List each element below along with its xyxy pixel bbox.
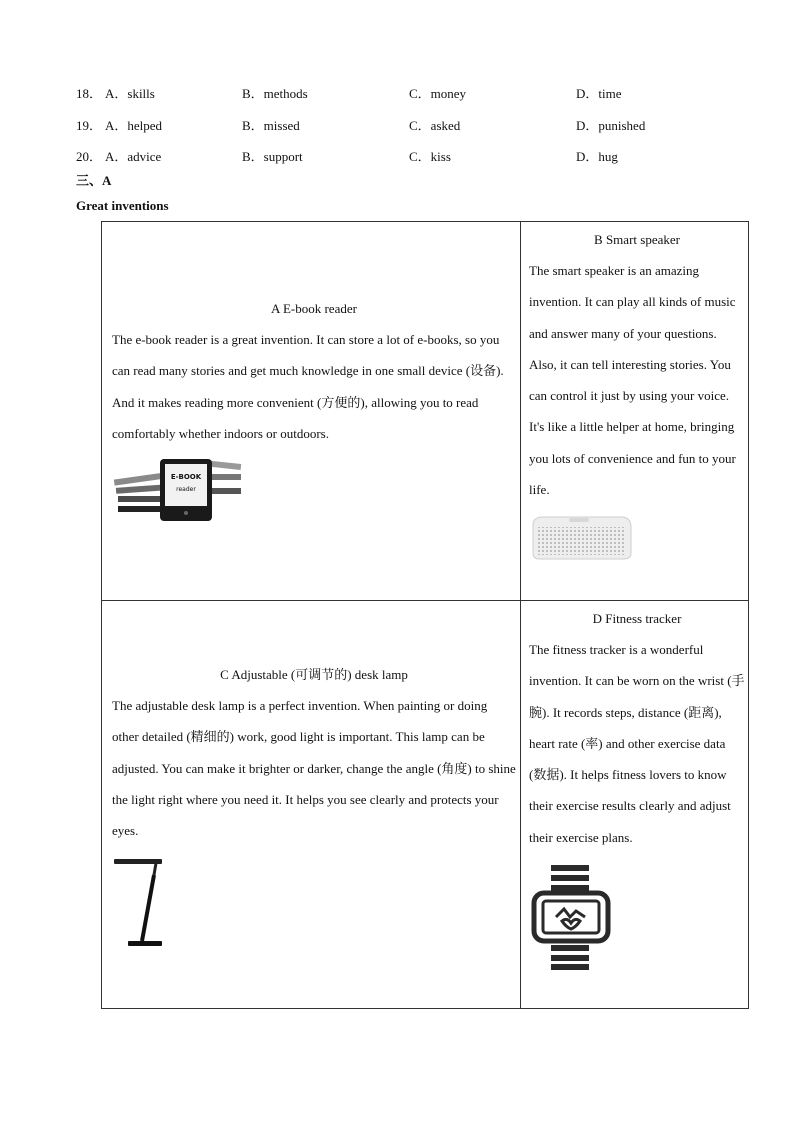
speaker-text: The smart speaker is an amazing invention. It can play all kinds of music and answer many of your questions. Also, it can tell interesting stories. You can control it just by using your voice. It's like a little helper at home, bringing you lots of convenience and fun to your life. — [529, 263, 736, 498]
ebook-label-2: reader — [176, 486, 196, 494]
cell-ebook-reader — [102, 222, 521, 601]
tracker-title: D Fitness tracker — [592, 611, 682, 626]
ebook-title: A E-book reader — [271, 301, 357, 316]
lamp-text: The adjustable desk lamp is a perfect invention. When painting or doing other detailed (精细的) work, good light is important. This lamp can be adjusted. You can make it brighter or darker, change the angle (角度) to shine the light right where you need it. It helps you see clearly and protects your eyes. — [112, 698, 516, 839]
question-number: 19． — [76, 118, 103, 133]
option-d: D．time — [576, 86, 622, 101]
ebook-reader-image — [112, 456, 244, 522]
speaker-title: B Smart speaker — [594, 232, 680, 247]
question-number: 18． — [76, 86, 103, 101]
smart-speaker-image — [529, 513, 633, 561]
question-18 — [76, 83, 776, 103]
option-d: D．hug — [576, 149, 618, 164]
tracker-text: The fitness tracker is a wonderful invention. It can be worn on the wrist (手腕). It records steps, distance (距离), heart rate (率) and other exercise data (数据). It helps fitness lovers to know their exercise results clearly and adjust their exercise plans. — [529, 642, 745, 845]
desk-lamp-image — [112, 855, 172, 951]
ebook-label-1: E-BOOK — [170, 473, 202, 482]
option-c: C．money — [409, 86, 467, 101]
passage-title: Great inventions — [76, 198, 169, 213]
question-19 — [76, 115, 776, 135]
cell-desk-lamp — [102, 601, 521, 1009]
inventions-table — [101, 221, 749, 1009]
option-b: B．missed — [242, 118, 300, 133]
option-a: A．advice — [105, 149, 162, 164]
section-label: 三、A — [76, 173, 112, 188]
option-b: B．methods — [242, 86, 308, 101]
question-number: 20． — [76, 149, 103, 164]
cell-smart-speaker — [521, 222, 749, 601]
option-a: A．skills — [105, 86, 155, 101]
option-d: D．punished — [576, 118, 646, 133]
cell-fitness-tracker — [521, 601, 749, 1009]
ebook-text: The e-book reader is a great invention. It can store a lot of e-books, so you can read many stories and get much knowledge in one small device (设备). And it makes reading more convenient (方便的), allowing you to read comfortably whether indoors or outdoors. — [112, 332, 504, 441]
option-c: C．kiss — [409, 149, 451, 164]
fitness-tracker-icon — [529, 861, 613, 971]
option-c: C．asked — [409, 118, 461, 133]
option-b: B．support — [242, 149, 303, 164]
lamp-title: C Adjustable (可调节的) desk lamp — [220, 667, 408, 682]
option-a: A．helped — [105, 118, 163, 133]
question-20 — [76, 146, 776, 166]
